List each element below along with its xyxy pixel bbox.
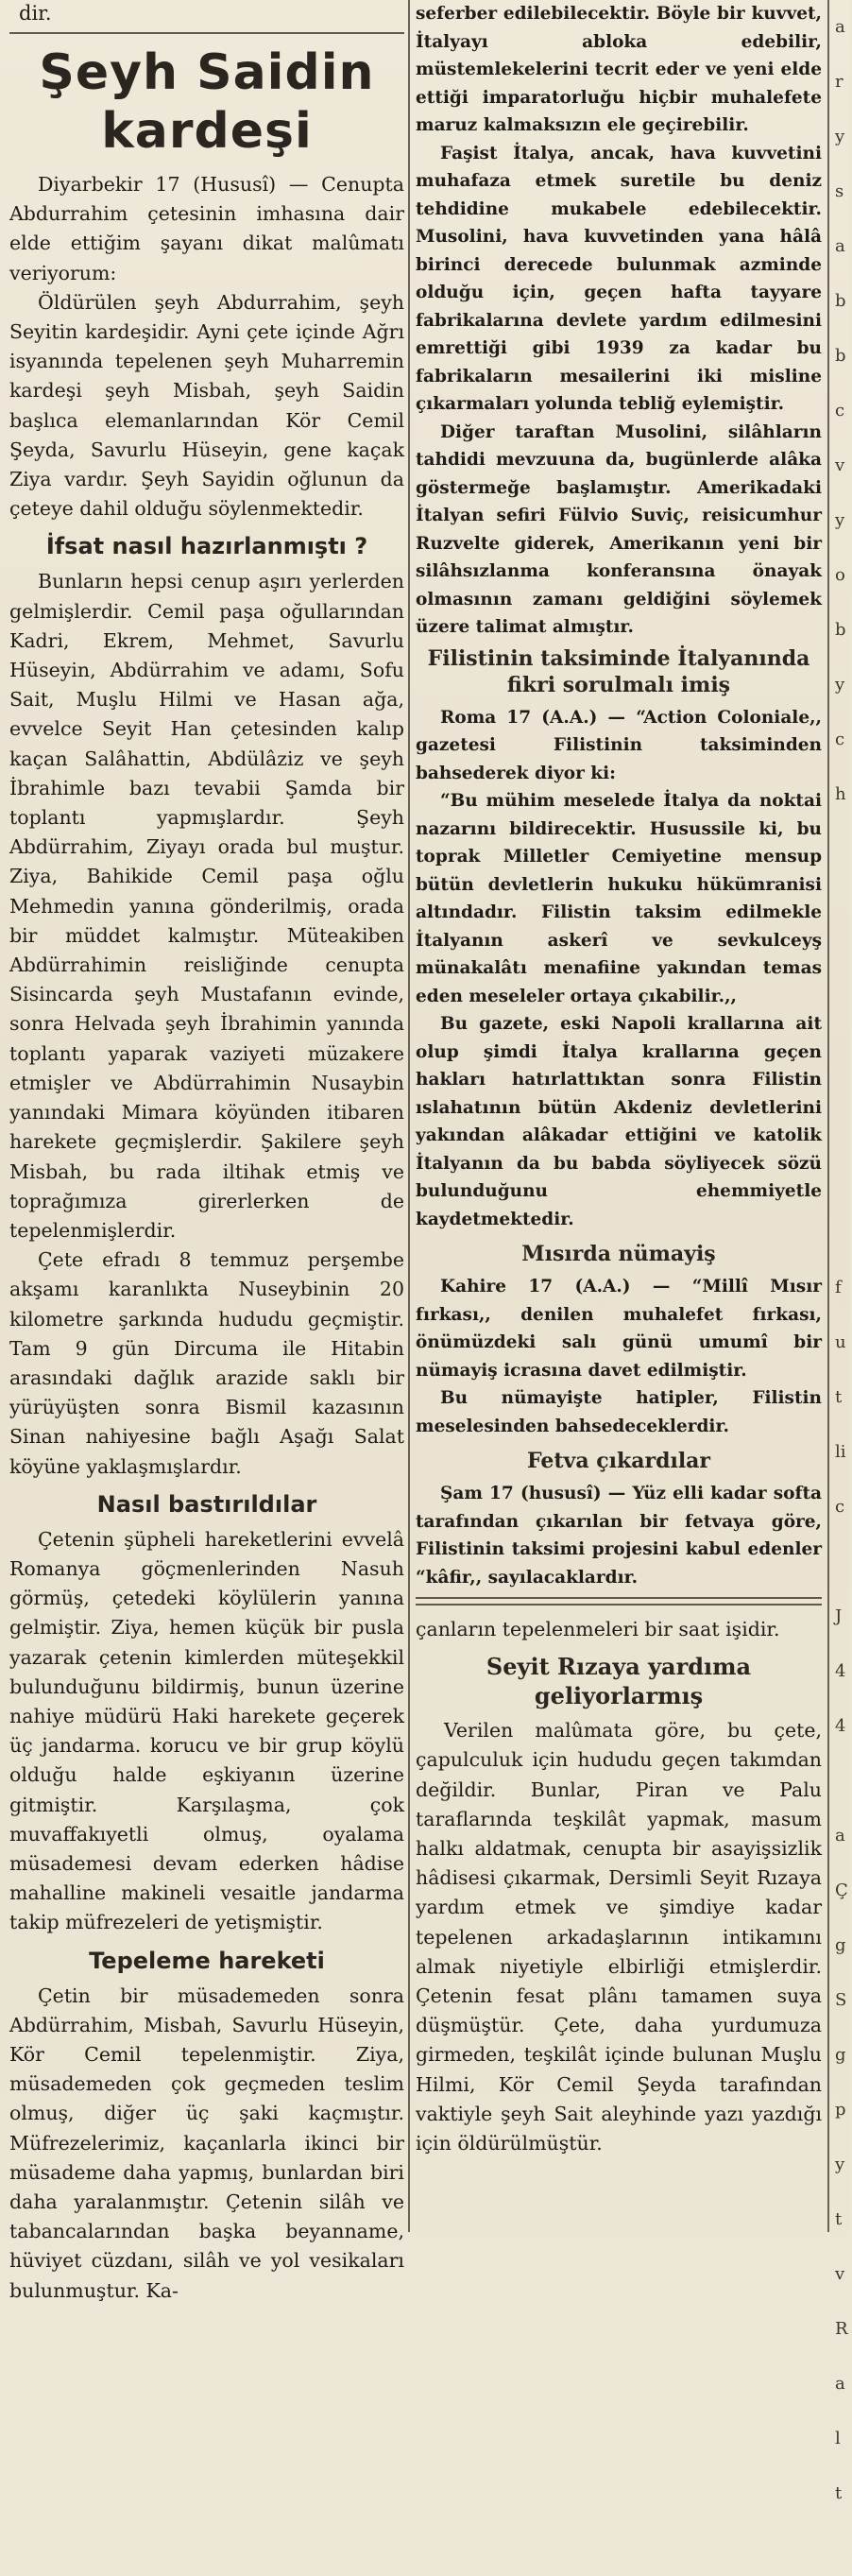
line-fragment: g <box>835 1935 846 1955</box>
paragraph: Diyarbekir 17 (Hususî) — Cenupta Abdurrahim çetesinin imhasına dair elde ettiğim şayanı dikat malûmatı veriyorum: <box>9 173 404 284</box>
line-fragment: 4 <box>835 1716 846 1736</box>
line-fragment: s <box>835 181 844 201</box>
line-fragment <box>835 822 852 877</box>
line-fragment: u <box>835 1332 846 1352</box>
line-fragment: v <box>835 2264 845 2284</box>
line-fragment: t <box>835 1387 843 1407</box>
line-fragment: y <box>835 510 845 530</box>
middle-column <box>416 0 822 2232</box>
column-rule <box>408 0 410 2232</box>
article-title: Mısırda nümayiş <box>521 1242 716 1266</box>
paragraph: Verilen malûmata göre, bu çete, çapulculuk için hududu geçen takımdan değildir. Bunlar, Piran ve Palu taraflarında teşkilât yapmak, masum halkı aldatmak, cenupta bir asayişsizlik hâdisesi çıkarmak, Dersimli Seyit Rızaya yardım etmek ve şimdiye kadar tepelenen arkadaşlarının intikamını almak niyetiyle elbirliği etmişlerdir. Çetenin fesat plânı tamamen suya düşmüştür. Çete, daha yurdumuza girmeden, teşkilât içinde bulunan Muşlu Hilmi, Kör Cemil Şeyda tarafından vaktiyle şeyh Sait aleyhinde yazı yazdığı için öldürülmüştür. <box>416 1719 822 2155</box>
headline: Şeyh Saidin kardeşi <box>39 44 375 160</box>
article-title: Seyit Rızaya yardıma geliyorlarmış <box>486 1653 752 1710</box>
line-fragment: r <box>835 72 843 92</box>
paragraph: Kahire 17 (A.A.) — “Millî Mısır fırkası,, denilen muhalefet fırkası, önümüzdeki salı günü umumî bir nümayiş icrasına davet edilmiştir. <box>416 1277 822 1381</box>
line-fragment: c <box>835 401 845 421</box>
section-title: Nasıl bastırıldılar <box>96 1490 317 1518</box>
line-fragment <box>835 877 852 932</box>
paragraph: Bunların hepsi cenup aşırı yerlerden gelmişlerdir. Cemil paşa oğullarından Kadri, Ekrem, Mehmet, Savurlu Hüseyin, Abdürrahim ve adamı, Sofu Sait, Muşlu Hilmi ve Hasan ağa, evvelce Seyit Han çetesinden kalıp kaçan Salâhattin, Abdülâziz ve şeyh İbrahimle bazı tevabii Şamda bir toplantı yapmışlardır. Şeyh Abdürrahim, Ziyayı orada bul muştur. Ziya, Bahikide Cemil paşa oğlu Mehmedin yanına gönderilmiş, orada bir müddet kalmıştır. Müteakiben Abdürrahimin reisliğinde cenupta Sisincarda şeyh Mustafanın evinde, sonra Helvada şeyh İbrahimin yanında toplantı yaparak vaziyeti müzakere etmişler ve Abdürrahimin Nusaybin yanındaki Mimara köyünden itibaren harekete geçmişlerdir. Şakilere şeyh Misbah, bu rada iltihak etmiş ve toprağımıza girerlerken de tepelenmişlerdir. <box>9 570 404 1242</box>
line-fragment: l <box>835 2429 841 2448</box>
line-fragment: b <box>835 291 846 311</box>
line-fragment <box>835 1206 852 1261</box>
paragraph: “Bu mühim meselede İtalya da noktai nazarını bildirecektir. Husussile ki, bu toprak Milletler Cemiyetine mensup bütün devletlerin hukuku hükümranisi altındadır. Filistin taksim edilmekle İtalyanın askerî ve sevkulceyş münakalâtı menafiine yakından temas eden meseleler ortaya çıkabilir.,, <box>416 791 822 1006</box>
line-fragment: a <box>835 2374 845 2394</box>
column-rule <box>827 0 829 2232</box>
line-fragment: 4 <box>835 1661 846 1681</box>
paragraph: Bu nümayişte hatipler, Filistin meselesinden bahsedeceklerdir. <box>416 1388 822 1436</box>
paragraph: Şam 17 (hususî) — Yüz elli kadar softa tarafından çıkarılan bir fetvaya göre, Filistinin taksimi projesini kabul edenler “kâfir,, sayılacaklardır. <box>416 1484 822 1588</box>
line-fragment: S <box>835 1990 847 2010</box>
line-fragment: c <box>835 730 845 749</box>
paragraph: Diğer taraftan Musolini, silâhların tahdidi mevzuuna da, bugünlerde alâka göstermeğe başlamıştır. Amerikadaki İtalyan sefiri Fülvio Suviç, reisicumhur Ruzvelte giderek, Amerikanın yeni bir silâhsızlanma konferansına önayak olmasının zamanı geldiğini söylemek üzere talimat almıştır. <box>416 421 822 637</box>
right-column-fragments <box>833 0 852 2503</box>
paragraph: Çete efradı 8 temmuz perşembe akşamı karanlıkta Nuseybinin 20 kilometre şarkında hududu geçmiştir. Tam 9 gün Dircuma ile Hitabin arasındaki dağlık arazide saklı bir yürüyüşten sonra Bismil kazasının Sinan nahiyesine bağlı Aşağı Salat köyüne yaklaşmışlardır. <box>9 1248 404 1478</box>
line-fragment: o <box>835 565 845 585</box>
divider <box>416 1597 822 1606</box>
line-fragment: b <box>835 346 846 366</box>
paragraph: Bu gazete, eski Napoli krallarına ait olup şimdi İtalya krallarına geçen hakları hatırlattıktan sonra Filistin ıslahatının bütün Akdeniz devletlerini yakından alâkadar ettiğini ve katolik İtalyanın da bu babda söyliyecek sözü bulunduğunu ehemmiyetle kaydetmektedir. <box>416 1014 822 1229</box>
paragraph: seferber edilebilecektir. Böyle bir kuvvet, İtalyayı abloka edebilir, müstemlekelerini tecrit eder ve yeni elde ettiği imparatorluğu hiçbir muhalefete maruz kalmaksızın ele geçirebilir. <box>416 4 822 135</box>
line-fragment: y <box>835 127 845 146</box>
line-fragment: a <box>835 236 845 256</box>
paragraph: Roma 17 (A.A.) — “Action Coloniale,, gazetesi Filistinin taksiminden bahsederek diyor ki: <box>416 707 822 783</box>
paragraph: çanların tepelenmeleri bir saat işidir. <box>416 1618 780 1640</box>
line-fragment: a <box>835 1826 845 1846</box>
line-fragment <box>835 2521 852 2576</box>
article-title: Fetva çıkardılar <box>526 1449 711 1473</box>
line-fragment: a <box>835 17 845 37</box>
line-fragment: g <box>835 2045 846 2065</box>
line-fragment <box>835 1151 852 1206</box>
line-fragment: y <box>835 675 845 695</box>
line-fragment <box>835 987 852 1041</box>
paragraph: Faşist İtalya, ancak, hava kuvvetini muhafaza etmek suretile bu deniz tehdidine mukabele edebilecektir. Musolini, hava kuvvetinden yana hâlâ birinci derecede bulunmak azminde olduğu için, geçen hafta tayyare fabrikalarına devlete yardım edilmesini emrettiği gibi 1939 za kadar bu fabrikaların mesailerini iki misline çıkarmaları yolunda tebliğ eylemiştir. <box>416 143 822 414</box>
line-fragment: v <box>835 455 845 475</box>
line-fragment: t <box>835 2483 843 2503</box>
line-fragment: b <box>835 620 846 640</box>
section-title: İfsat nasıl hazırlanmıştı ? <box>45 533 368 560</box>
paragraph: Çetenin şüpheli hareketlerini evvelâ Romanya göçmenlerinden Nasuh görmüş, çetedeki köylülerin yanına gelmiştir. Ziya, hemen küçük bir pusla yazarak çetenin kimlerden müteşekkil bulunduğunu bildirmiş, bunun üzerine nahiye müdürü Haki harekete geçerek üç jandarma. korucu ve bir grup köylü olduğu halde eşkiyanın üzerine gitmiştir. Karşılaşma, çok muvaffakıyetli olmuş, oyalama müsademesi devam ederken hâdise mahalline makineli vesaitle jandarma takip müfrezeleri de yetişmiştir. <box>9 1527 404 1934</box>
article-title: Filistinin taksiminde İtalyanında fikri sorulmalı imiş <box>427 645 810 697</box>
line-fragment: c <box>835 1497 845 1517</box>
line-fragment: h <box>835 784 846 804</box>
line-fragment: t <box>835 2209 843 2229</box>
divider <box>9 32 404 34</box>
line-fragment <box>835 932 852 987</box>
line-fragment: J <box>835 1606 843 1626</box>
left-column <box>9 0 404 2302</box>
line-fragment: Ç <box>835 1880 848 1900</box>
line-fragment: R <box>835 2319 848 2339</box>
line-fragment: p <box>835 2100 846 2120</box>
line-fragment: y <box>835 2155 845 2174</box>
line-fragment <box>835 1754 852 1809</box>
line-fragment <box>835 1041 852 1096</box>
paragraph: Öldürülen şeyh Abdurrahim, şeyh Seyitin kardeşidir. Ayni çete içinde Ağrı isyanında tepelenen şeyh Muharremin kardeşi şeyh Misbah, şeyh Saidin başlıca elemanlarından Kör Cemil Şeyda, Savurlu Hüseyin, gene kaçak Ziya vardır. Şeyh Sayidin oğlunun da çeteye dahil olduğu söylenmektedir. <box>9 290 404 521</box>
line-fragment: li <box>835 1442 846 1462</box>
line-fragment: f <box>835 1278 842 1297</box>
top-fragment: dir. <box>19 2 52 25</box>
paragraph: Çetin bir müsademeden sonra Abdürrahim, Misbah, Savurlu Hüseyin, Kör Cemil tepelenmiştir. Ziya, müsademeden çok geçmeden teslim olmuş, diğer üç şaki kaçmıştır. Müfrezelerimiz, kaçanlarla ikinci bir müsademe daha yapmış, bunlardan biri daha yaralanmıştır. Çetenin silâh ve tabancalarından başka beyanname, hüviyet cüzdanı, silâh ve yol vesikaları bulunmuştur. Ka- <box>9 1984 404 2302</box>
section-title: Tepeleme hareketi <box>89 1947 325 1974</box>
line-fragment <box>835 1096 852 1151</box>
line-fragment <box>835 1535 852 1589</box>
